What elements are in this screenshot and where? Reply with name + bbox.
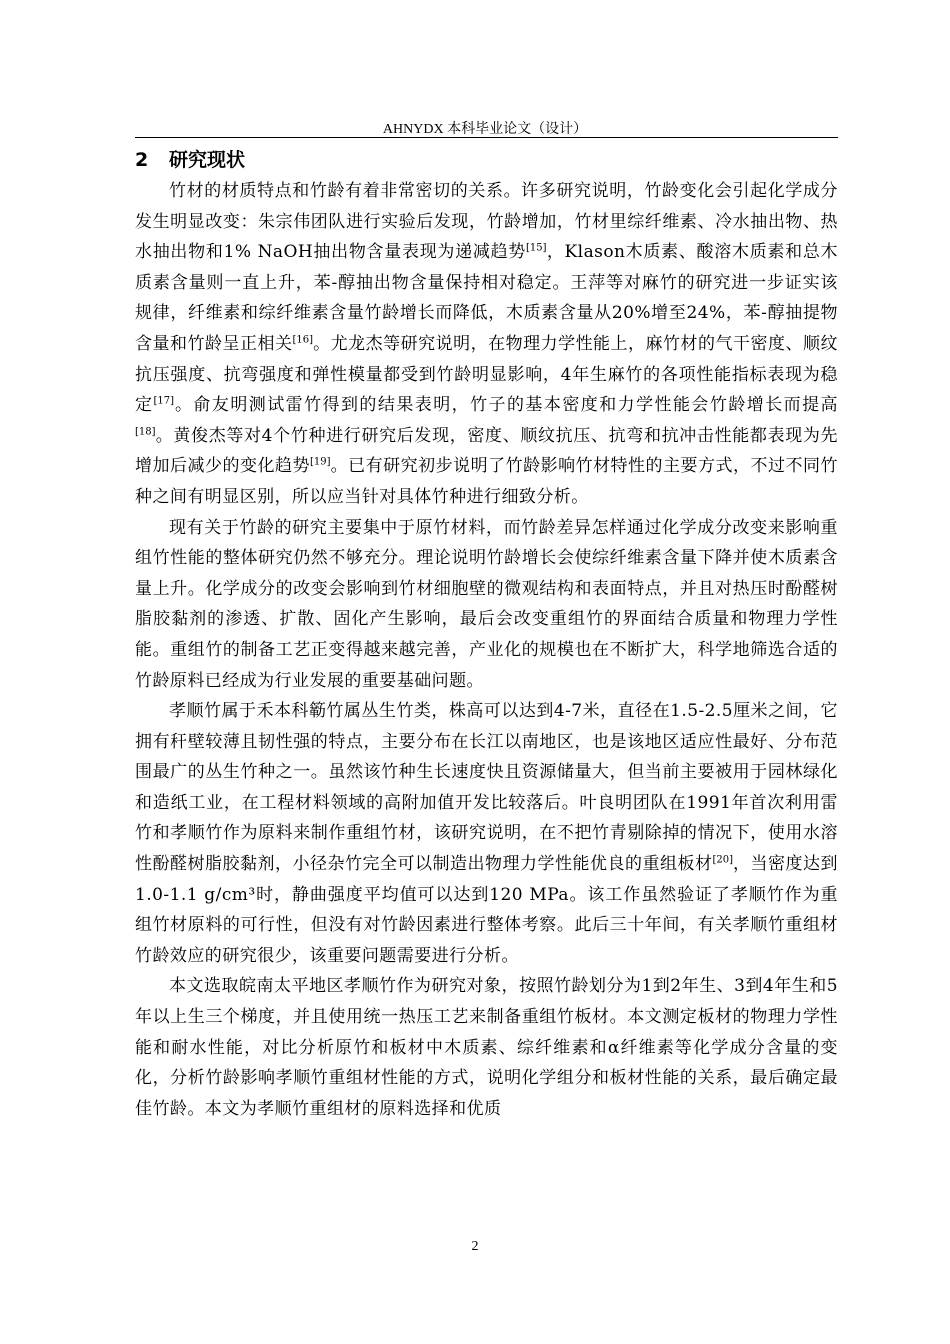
section-heading bbox=[135, 145, 245, 175]
citation-ref: [15] bbox=[526, 242, 547, 254]
citation-ref: [18] bbox=[135, 426, 156, 438]
paragraph bbox=[135, 971, 838, 1124]
citation-ref: [17] bbox=[153, 395, 174, 407]
text-run: 。黄俊杰等对4个竹种进行研究后发现，密度、顺纹抗压、抗弯和抗冲击性能都表现为先增加后减少的变化趋势 bbox=[135, 425, 838, 477]
text-run: 竹材的材质特点和竹龄有着非常密切的关系。许多研究说明，竹龄变化会引起化学成分发生明显改变：朱宗伟团队进行实验后发现，竹龄增加，竹材里综纤维素、冷水抽出物、热水抽出物和1% NaOH抽出物含量表现为递减趋势 bbox=[135, 181, 838, 263]
text-run: 孝顺竹属于禾本科簕竹属丛生竹类，株高可以达到4-7米，直径在1.5-2.5厘米之间，它拥有秆壁较薄且韧性强的特点，主要分布在长江以南地区，也是该地区适应性最好、分布范围最广的丛生竹种之一。虽然该竹种生长速度快且资源储量大，但当前主要被用于园林绿化和造纸工业，在工程材料领域的高附加值开发比较落后。叶良明团队在1991年首次利用雷竹和孝顺竹作为原料来制作重组竹材，该研究说明，在不把竹青剔除掉的情况下，使用水溶性酚醛树脂胶黏剂，小径杂竹完全可以制造出物理力学性能优良的重组板材 bbox=[135, 701, 838, 875]
section-number: 2 bbox=[135, 149, 149, 171]
paragraph bbox=[135, 696, 838, 971]
text-run: 。已有研究初步说明了竹龄影响竹材特性的主要方式，不过不同竹种之间有明显区别，所以应当针对具体竹种进行细致分析。 bbox=[135, 456, 838, 507]
page-number: 2 bbox=[471, 1239, 479, 1254]
text-run: 现有关于竹龄的研究主要集中于原竹材料，而竹龄差异怎样通过化学成分改变来影响重组竹性能的整体研究仍然不够充分。理论说明竹龄增长会使综纤维素含量下降并使木质素含量上升。化学成分的改变会影响到竹材细胞壁的微观结构和表面特点，并且对热压时酚醛树脂胶黏剂的渗透、扩散、固化产生影响，最后会改变重组竹的界面结合质量和物理力学性能。重组竹的制备工艺正变得越来越完善，产业化的规模也在不断扩大，科学地筛选合适的竹龄原料已经成为行业发展的重要基础问题。 bbox=[135, 517, 838, 691]
text-run: ，当密度达到1.0-1.1 g/cm³时，静曲强度平均值可以达到120 MPa。该工作虽然验证了孝顺竹作为重组竹材原料的可行性，但没有对竹龄因素进行整体考察。此后三十年间，有关孝顺竹重组材竹龄效应的研究很少，该重要问题需要进行分析。 bbox=[135, 854, 838, 966]
citation-ref: [19] bbox=[310, 456, 331, 468]
text-run: 。尤龙杰等研究说明，在物理力学性能上，麻竹材的气干密度、顺纹抗压强度、抗弯强度和弹性模量都受到竹龄明显影响，4年生麻竹的各项性能指标表现为稳定 bbox=[135, 333, 838, 416]
paragraph bbox=[135, 176, 838, 513]
citation-ref: [16] bbox=[292, 334, 314, 346]
text-run: 。俞友明测试雷竹得到的结果表明，竹子的基本密度和力学性能会竹龄增长而提高 bbox=[173, 395, 839, 416]
paragraph bbox=[135, 513, 838, 697]
running-header: AHNYDX 本科毕业论文（设计） bbox=[382, 122, 588, 137]
citation-ref: [20] bbox=[712, 854, 733, 866]
header-divider bbox=[135, 137, 838, 138]
text-run: ，Klason木质素、酸溶木质素和总木质素含量则一直上升，苯-醇抽出物含量保持相对稳定。王萍等对麻竹的研究进一步证实该规律，纤维素和综纤维素含量竹龄增长而降低，木质素含量从20%增至24%，苯-醇抽提物含量和竹龄呈正相关 bbox=[135, 242, 839, 354]
body-text bbox=[135, 176, 838, 1124]
text-run: 本文选取皖南太平地区孝顺竹作为研究对象，按照竹龄划分为1到2年生、3到4年生和5年以上生三个梯度，并且使用统一热压工艺来制备重组竹板材。本文测定板材的物理力学性能和耐水性能，对比分析原竹和板材中木质素、综纤维素和α纤维素等化学成分含量的变化，分析竹龄影响孝顺竹重组材性能的方式，说明化学组分和板材性能的关系，最后确定最佳竹龄。本文为孝顺竹重组材的原料选择和优质 bbox=[135, 976, 838, 1119]
section-title: 研究现状 bbox=[169, 149, 246, 171]
